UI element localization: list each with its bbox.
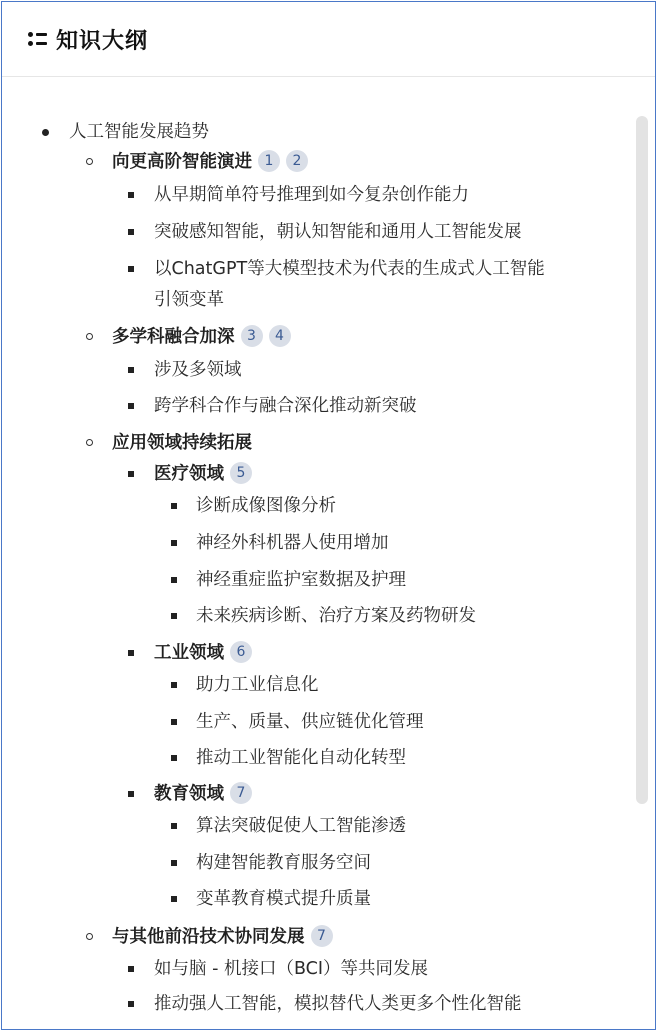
- square-bullet-icon: [171, 823, 177, 829]
- panel-title: 知识大纲: [56, 28, 149, 54]
- list-item: 推动工业智能化自动化转型: [196, 748, 406, 768]
- list-item: 助力工业信息化: [196, 675, 319, 695]
- outline-root[interactable]: 人工智能发展趋势: [69, 122, 209, 142]
- section-higher-intelligence[interactable]: 向更高阶智能演进 1 2: [112, 145, 308, 179]
- square-bullet-icon: [128, 266, 134, 272]
- citation-badge[interactable]: 7: [311, 925, 333, 947]
- list-item: 涉及多领域: [154, 360, 242, 380]
- citation-badge[interactable]: 7: [230, 782, 252, 804]
- list-icon: [28, 29, 48, 49]
- square-bullet-icon: [171, 896, 177, 902]
- circle-bullet-icon: [86, 439, 93, 446]
- square-bullet-icon: [128, 471, 134, 477]
- list-item-continuation: 引领变革: [154, 290, 224, 310]
- square-bullet-icon: [128, 367, 134, 373]
- square-bullet-icon: [128, 1001, 134, 1007]
- list-item: 构建智能教育服务空间: [196, 853, 371, 873]
- circle-bullet-icon: [86, 333, 93, 340]
- subsection-industry[interactable]: 工业领域 6: [154, 636, 252, 670]
- square-bullet-icon: [171, 613, 177, 619]
- scrollbar[interactable]: [636, 116, 648, 804]
- list-item: 如与脑 - 机接口（BCI）等共同发展: [154, 959, 429, 979]
- list-item: 生产、质量、供应链优化管理: [196, 712, 424, 732]
- subsection-education[interactable]: 教育领域 7: [154, 777, 252, 811]
- list-item: 从早期简单符号推理到如今复杂创作能力: [154, 185, 469, 205]
- panel-header: [2, 2, 655, 77]
- list-item: 推动强人工智能，模拟替代人类更多个性化智能: [154, 994, 522, 1014]
- list-item: 神经外科机器人使用增加: [196, 533, 389, 553]
- section-multidisciplinary[interactable]: 多学科融合加深 3 4: [112, 320, 291, 354]
- list-item: 神经重症监护室数据及护理: [196, 570, 406, 590]
- citation-badge[interactable]: 2: [286, 150, 308, 172]
- citation-badge[interactable]: 5: [230, 462, 252, 484]
- square-bullet-icon: [171, 577, 177, 583]
- square-bullet-icon: [128, 229, 134, 235]
- circle-bullet-icon: [86, 933, 93, 940]
- knowledge-outline-panel: [1, 1, 656, 1030]
- list-item: 以ChatGPT等大模型技术为代表的生成式人工智能: [154, 259, 545, 279]
- square-bullet-icon: [171, 860, 177, 866]
- list-item: 未来疾病诊断、治疗方案及药物研发: [196, 606, 476, 626]
- square-bullet-icon: [171, 719, 177, 725]
- square-bullet-icon: [128, 192, 134, 198]
- square-bullet-icon: [171, 755, 177, 761]
- square-bullet-icon: [171, 540, 177, 546]
- citation-badge[interactable]: 4: [269, 325, 291, 347]
- citation-badge[interactable]: 6: [230, 641, 252, 663]
- list-item: 跨学科合作与融合深化推动新突破: [154, 396, 417, 416]
- citation-badge[interactable]: 3: [241, 325, 263, 347]
- square-bullet-icon: [128, 650, 134, 656]
- circle-bullet-icon: [86, 158, 93, 165]
- list-item: 突破感知智能，朝认知智能和通用人工智能发展: [154, 222, 522, 242]
- section-tech-synergy[interactable]: 与其他前沿技术协同发展 7: [112, 920, 333, 954]
- section-applications[interactable]: 应用领域持续拓展: [112, 433, 252, 453]
- citation-badge[interactable]: 1: [258, 150, 280, 172]
- square-bullet-icon: [128, 791, 134, 797]
- square-bullet-icon: [128, 966, 134, 972]
- list-item: 变革教育模式提升质量: [196, 889, 371, 909]
- square-bullet-icon: [171, 503, 177, 509]
- square-bullet-icon: [128, 403, 134, 409]
- subsection-medical[interactable]: 医疗领域 5: [154, 457, 252, 491]
- list-item: 诊断成像图像分析: [196, 496, 336, 516]
- disc-bullet-icon: [42, 129, 49, 136]
- list-item: 算法突破促使人工智能渗透: [196, 816, 406, 836]
- square-bullet-icon: [171, 682, 177, 688]
